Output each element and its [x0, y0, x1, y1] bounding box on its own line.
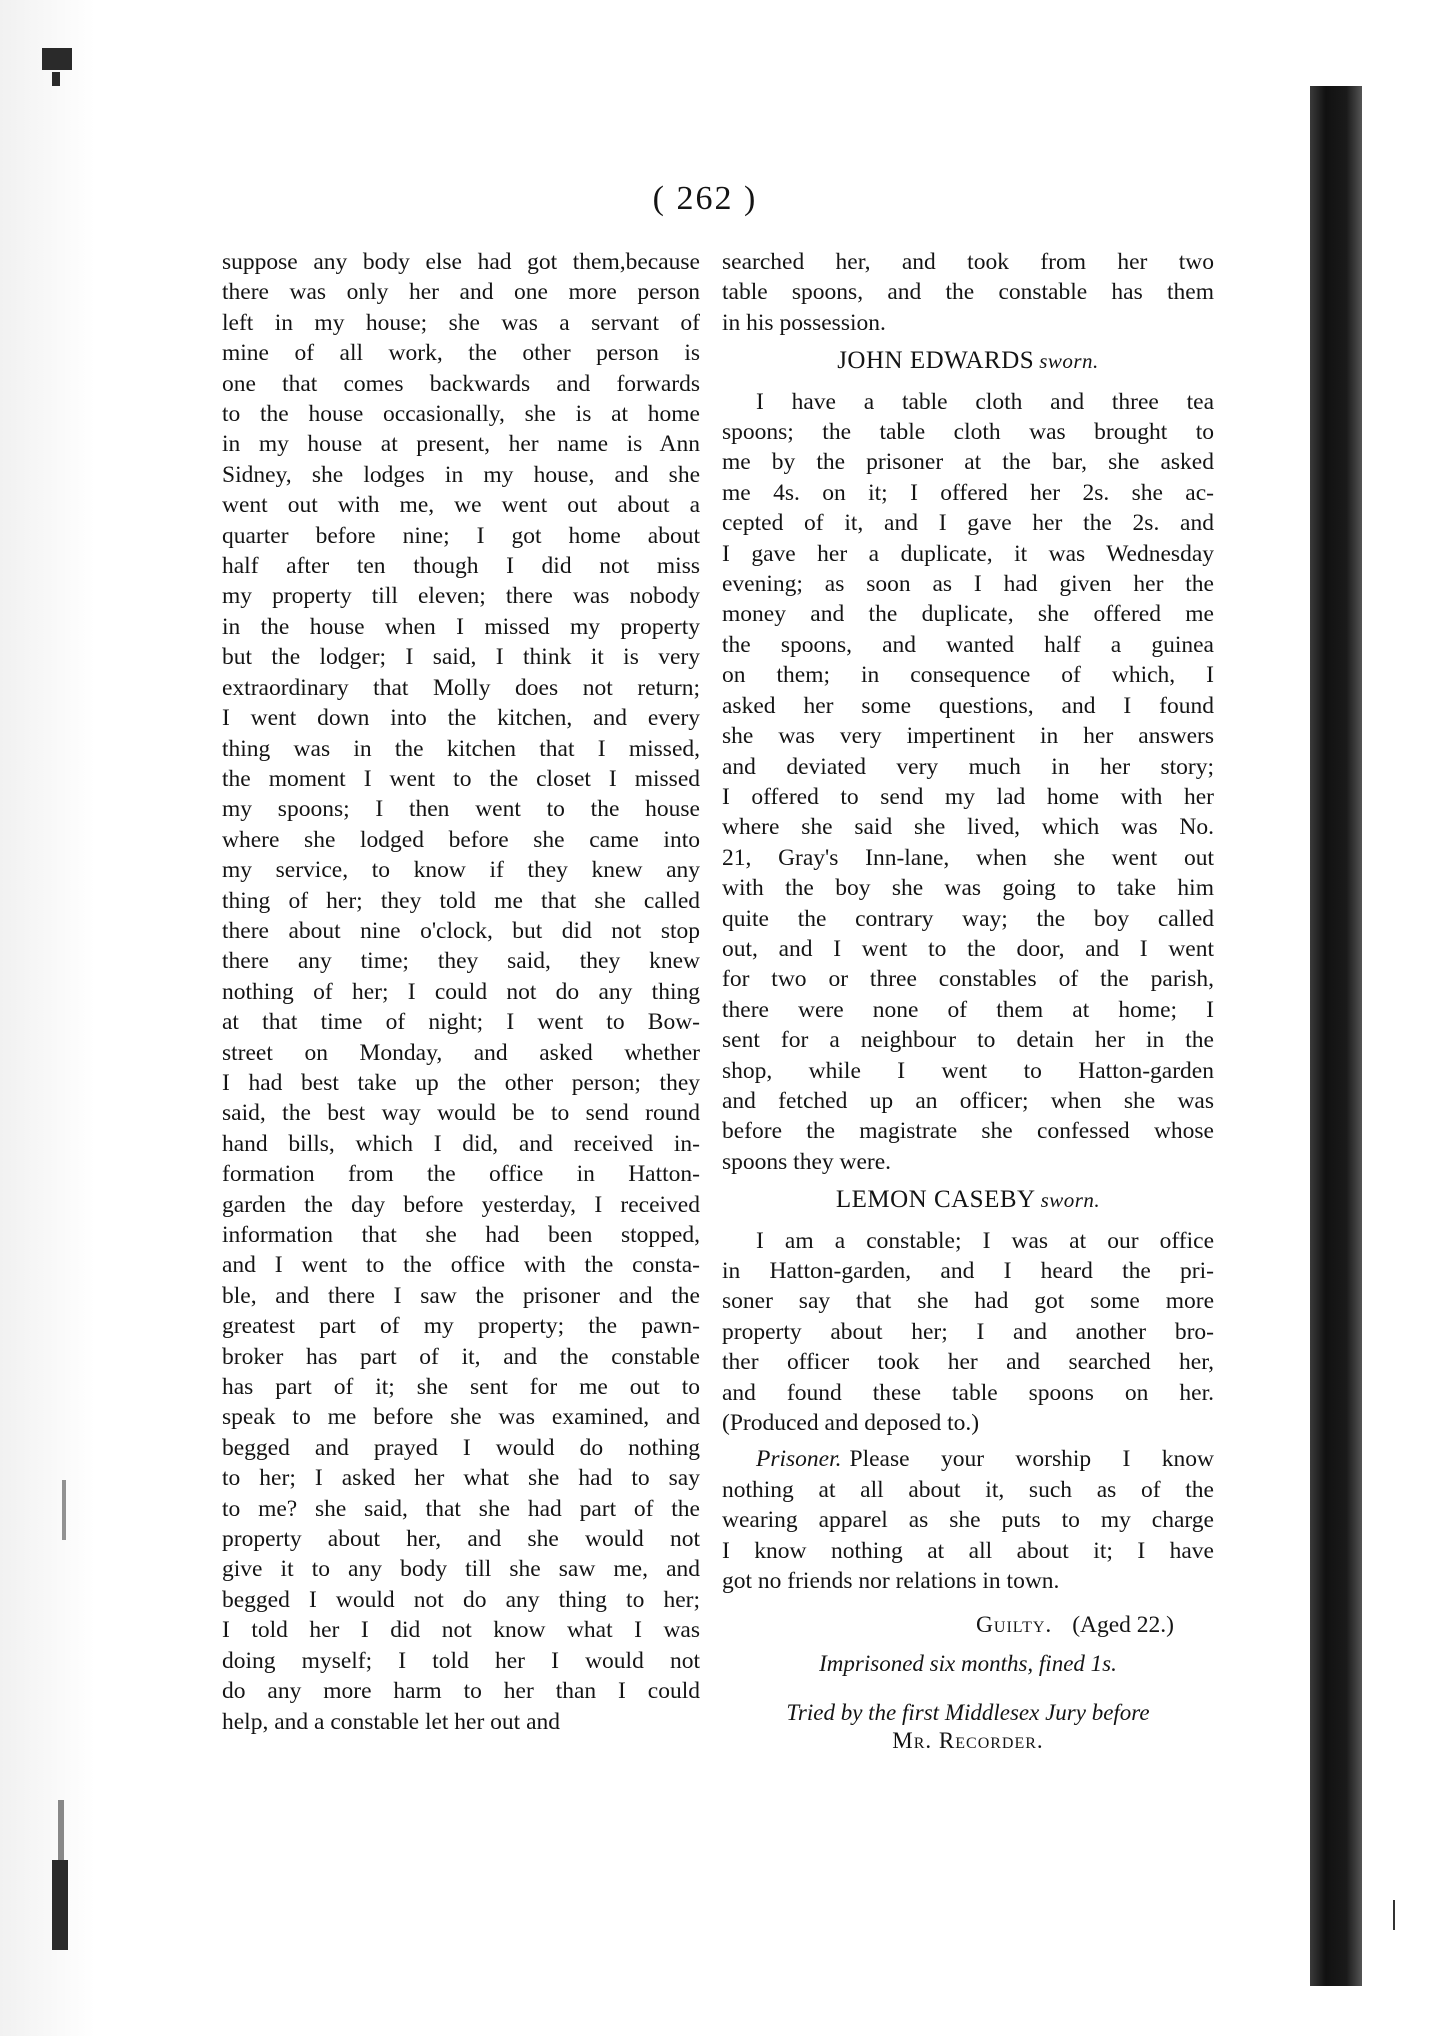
text-line: my spoons; I then went to the house	[222, 796, 700, 823]
text-line: I went down into the kitchen, and every	[222, 705, 700, 732]
page-number: ( 262 )	[652, 180, 758, 217]
text-line: begged and prayed I would do nothing	[222, 1434, 700, 1461]
text-line: my property till eleven; there was nobody	[222, 583, 700, 610]
text-line: quite the contrary way; the boy called	[722, 905, 1214, 932]
text-line: spoons; the table cloth was brought to	[722, 419, 1214, 446]
text-line: mine of all work, the other person is	[222, 340, 700, 367]
binding-gutter	[0, 0, 95, 2036]
intro-paragraph	[722, 247, 1214, 338]
text-line: money and the duplicate, she offered me	[722, 601, 1214, 628]
text-line: wearing apparel as she puts to my charge	[722, 1507, 1214, 1534]
left-column	[222, 247, 700, 1737]
text-line: property about her; I and another bro-	[722, 1318, 1214, 1345]
text-line: left in my house; she was a servant of	[222, 309, 700, 336]
right-column	[722, 247, 1214, 1755]
text-line: give it to any body till she saw me, and	[222, 1556, 700, 1583]
text-line: and deviated very much in her story;	[722, 753, 1214, 780]
sworn-label: sworn.	[1040, 1188, 1101, 1213]
verdict-word: Guilty.	[975, 1612, 1053, 1639]
text-line: greatest part of my property; the pawn-	[222, 1313, 700, 1340]
text-line: there any time; they said, they knew	[222, 948, 700, 975]
witness-heading	[722, 1185, 1214, 1215]
text-line: suppose any body else had got them,because	[222, 249, 700, 275]
recorder: Mr. Recorder.	[892, 1728, 1044, 1754]
text-line: nothing of her; I could not do any thing	[222, 978, 700, 1005]
text-line: hand bills, which I did, and received in-	[222, 1130, 700, 1157]
testimony-paragraph	[722, 387, 1214, 1178]
text-line: spoons they were.	[722, 1148, 892, 1175]
text-line: where she lodged before she came into	[222, 826, 700, 853]
text-line: begged I would not do any thing to her;	[222, 1586, 700, 1613]
text-line: garden the day before yesterday, I received	[222, 1191, 700, 1218]
text-line: 21, Gray's Inn-lane, when she went out	[722, 844, 1214, 871]
scan-mark	[42, 48, 72, 70]
text-line	[722, 1444, 1214, 1474]
text-line: at that time of night; I went to Bow-	[222, 1009, 700, 1036]
text-line: evening; as soon as I had given her the	[722, 571, 1214, 598]
scan-mark	[52, 1860, 68, 1950]
text-line: extraordinary that Molly does not return;	[222, 674, 700, 701]
text-line: thing was in the kitchen that I missed,	[222, 735, 700, 762]
text-line: I told her I did not know what I was	[222, 1617, 700, 1644]
text-line: formation from the office in Hatton-	[222, 1161, 700, 1188]
text-line: with the boy she was going to take him	[722, 875, 1214, 902]
text-line: has part of it; she sent for me out to	[222, 1374, 700, 1401]
prisoner-statement	[722, 1444, 1214, 1596]
sworn-label: sworn.	[1039, 349, 1099, 374]
text-line: got no friends nor relations in town.	[722, 1568, 1060, 1595]
text-line: searched her, and took from her two	[722, 249, 1214, 275]
text-line: went out with me, we went out about a	[222, 492, 700, 519]
text-line: but the lodger; I said, I think it is very	[222, 644, 700, 671]
witness-name: JOHN EDWARDS	[837, 347, 1035, 375]
text-line: doing myself; I told her I would not	[222, 1647, 700, 1674]
text-line: in my house at present, her name is Ann	[222, 431, 700, 458]
text-line: and fetched up an officer; when she was	[722, 1087, 1214, 1114]
text-line: shop, while I went to Hatton-garden	[722, 1057, 1214, 1084]
text-line: my service, to know if they knew any	[222, 857, 700, 884]
text-line: in Hatton-garden, and I heard the pri-	[722, 1258, 1214, 1284]
prisoner-label: Prisoner.	[756, 1446, 842, 1473]
scan-mark	[62, 1480, 66, 1540]
text-line: table spoons, and the constable has them	[722, 279, 1214, 306]
text-line: I gave her a duplicate, it was Wednesday	[722, 540, 1214, 567]
text-line: in the house when I missed my property	[222, 613, 700, 640]
text-line: nothing at all about it, such as of the	[722, 1476, 1214, 1503]
text-line: speak to me before she was examined, and	[222, 1404, 700, 1431]
text-line: I am a constable; I was at our office	[756, 1227, 1214, 1254]
text-line: before the magistrate she confessed whose	[722, 1118, 1214, 1145]
text-line: one that comes backwards and forwards	[222, 370, 700, 397]
text-line: and found these table spoons on her.	[722, 1379, 1214, 1406]
witness-heading	[722, 346, 1214, 376]
text-line: half after ten though I did not miss	[222, 553, 700, 580]
page-edge-shadow	[1310, 86, 1362, 1986]
text-line: for two or three constables of the parish,	[722, 966, 1214, 993]
text-line: soner say that she had got some more	[722, 1288, 1214, 1315]
text-line: said, the best way would be to send round	[222, 1100, 700, 1127]
text-line: the moment I went to the closet I missed	[222, 765, 700, 792]
text-line: I offered to send my lad home with her	[722, 783, 1214, 810]
text-line: property about her, and she would not	[222, 1526, 700, 1553]
text-line: I know nothing at all about it; I have	[722, 1537, 1214, 1564]
prisoner-age: (Aged 22.)	[1072, 1612, 1174, 1639]
text-line: to the house occasionally, she is at home	[222, 401, 700, 428]
text-line: ther officer took her and searched her,	[722, 1349, 1214, 1376]
verdict	[722, 1610, 1214, 1640]
text-line: on them; in consequence of which, I	[722, 662, 1214, 689]
witness-name: LEMON CASEBY	[835, 1186, 1036, 1214]
tried-by: Tried by the first Middlesex Jury before	[786, 1700, 1150, 1726]
text-line: street on Monday, and asked whether	[222, 1039, 700, 1066]
text-line: she was very impertinent in her answers	[722, 723, 1214, 750]
text-line: and I went to the office with the consta-	[222, 1252, 700, 1279]
text-line: (Produced and deposed to.)	[722, 1410, 980, 1437]
text-line: where she said she lived, which was No.	[722, 814, 1214, 841]
scan-mark	[52, 72, 60, 86]
text-line: information that she had been stopped,	[222, 1222, 700, 1248]
text-line-content: Please your worship I know	[849, 1446, 1214, 1473]
sentence: Imprisoned six months, fined 1s.	[819, 1650, 1117, 1676]
text-line: do any more harm to her than I could	[222, 1678, 700, 1705]
text-line: thing of her; they told me that she called	[222, 887, 700, 914]
text-line: sent for a neighbour to detain her in the	[722, 1027, 1214, 1054]
text-line: there were none of them at home; I	[722, 996, 1214, 1023]
edge-tick	[1393, 1900, 1395, 1930]
text-line: me by the prisoner at the bar, she asked	[722, 449, 1214, 476]
text-line: quarter before nine; I got home about	[222, 522, 700, 549]
text-line: I had best take up the other person; they	[222, 1069, 700, 1096]
text-line: in his possession.	[722, 309, 886, 336]
text-line: help, and a constable let her out and	[222, 1708, 561, 1735]
text-line: to her; I asked her what she had to say	[222, 1465, 700, 1492]
text-line: asked her some questions, and I found	[722, 692, 1214, 719]
text-line: I have a table cloth and three tea	[756, 388, 1214, 415]
text-line: cepted of it, and I gave her the 2s. and	[722, 510, 1214, 537]
text-line: Sidney, she lodges in my house, and she	[222, 461, 700, 488]
text-line: out, and I went to the door, and I went	[722, 935, 1214, 962]
text-line: me 4s. on it; I offered her 2s. she ac-	[722, 479, 1214, 506]
text-line: the spoons, and wanted half a guinea	[722, 631, 1214, 658]
text-line: to me? she said, that she had part of the	[222, 1495, 700, 1522]
text-line: there was only her and one more person	[222, 279, 700, 306]
text-line: ble, and there I saw the prisoner and the	[222, 1282, 700, 1309]
text-line: there about nine o'clock, but did not stop	[222, 917, 700, 944]
testimony-paragraph	[722, 1226, 1214, 1439]
text-line: broker has part of it, and the constable	[222, 1343, 700, 1370]
